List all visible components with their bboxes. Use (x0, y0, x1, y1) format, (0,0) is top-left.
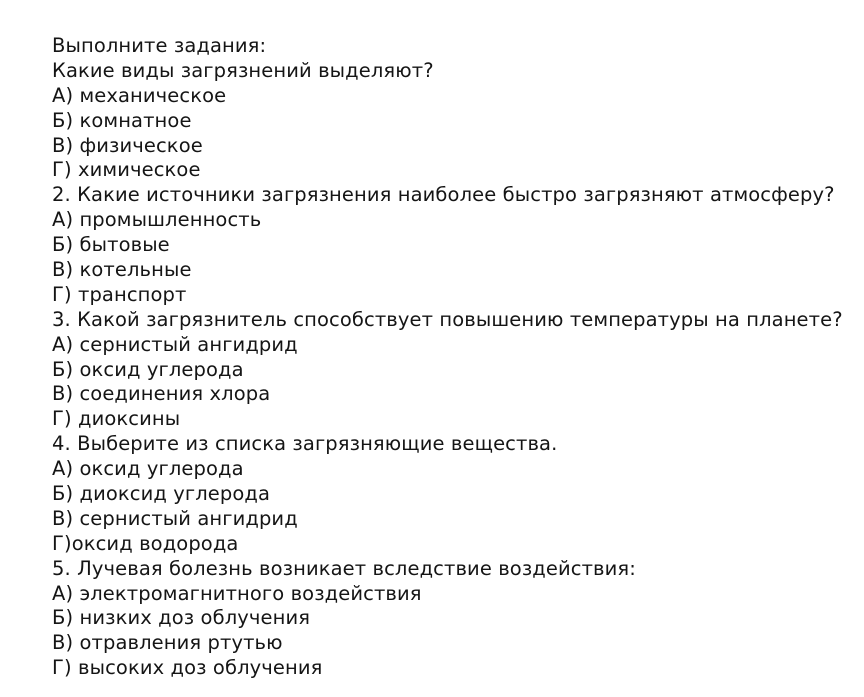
question-text: Какие виды загрязнений выделяют? (52, 58, 434, 82)
answer-option: Б) комнатное (52, 108, 192, 132)
answer-option: Б) низких доз облучения (52, 606, 311, 630)
question-text: 4. Выберите из списка загрязняющие вещества. (52, 432, 558, 456)
answer-option: Г) химическое (52, 158, 201, 182)
question-block (52, 432, 852, 556)
answer-option: Г) диоксины (52, 407, 181, 431)
answer-option: В) отравления ртутью (52, 631, 283, 655)
answer-option: А) электромагнитного воздействия (52, 581, 422, 605)
question-block (52, 183, 852, 307)
answer-option: В) сернистый ангидрид (52, 506, 298, 530)
question-block (52, 59, 852, 183)
answer-option: Б) диоксид углерода (52, 482, 271, 506)
document-body (52, 34, 852, 681)
answer-option: Б) бытовые (52, 233, 170, 257)
question-text: 3. Какой загрязнитель способствует повышению температуры на планете? (52, 307, 843, 331)
answer-option: А) промышленность (52, 208, 262, 232)
answer-option: В) котельные (52, 258, 192, 282)
answer-option: А) оксид углерода (52, 457, 244, 481)
question-block (52, 557, 852, 681)
answer-option: В) соединения хлора (52, 382, 271, 406)
answer-option: Г) транспорт (52, 282, 187, 306)
answer-option: Б) оксид углерода (52, 357, 244, 381)
intro-text: Выполните задания: (52, 34, 267, 57)
question-text: 5. Лучевая болезнь возникает вследствие воздействия: (52, 556, 636, 580)
answer-option: А) сернистый ангидрид (52, 332, 298, 356)
question-block (52, 308, 852, 432)
answer-option: Г) высоких доз облучения (52, 656, 323, 680)
answer-option: А) механическое (52, 83, 227, 107)
answer-option: В) физическое (52, 133, 203, 157)
question-text: 2. Какие источники загрязнения наиболее быстро загрязняют атмосферу? (52, 183, 835, 207)
answer-option: Г)оксид водорода (52, 531, 239, 555)
